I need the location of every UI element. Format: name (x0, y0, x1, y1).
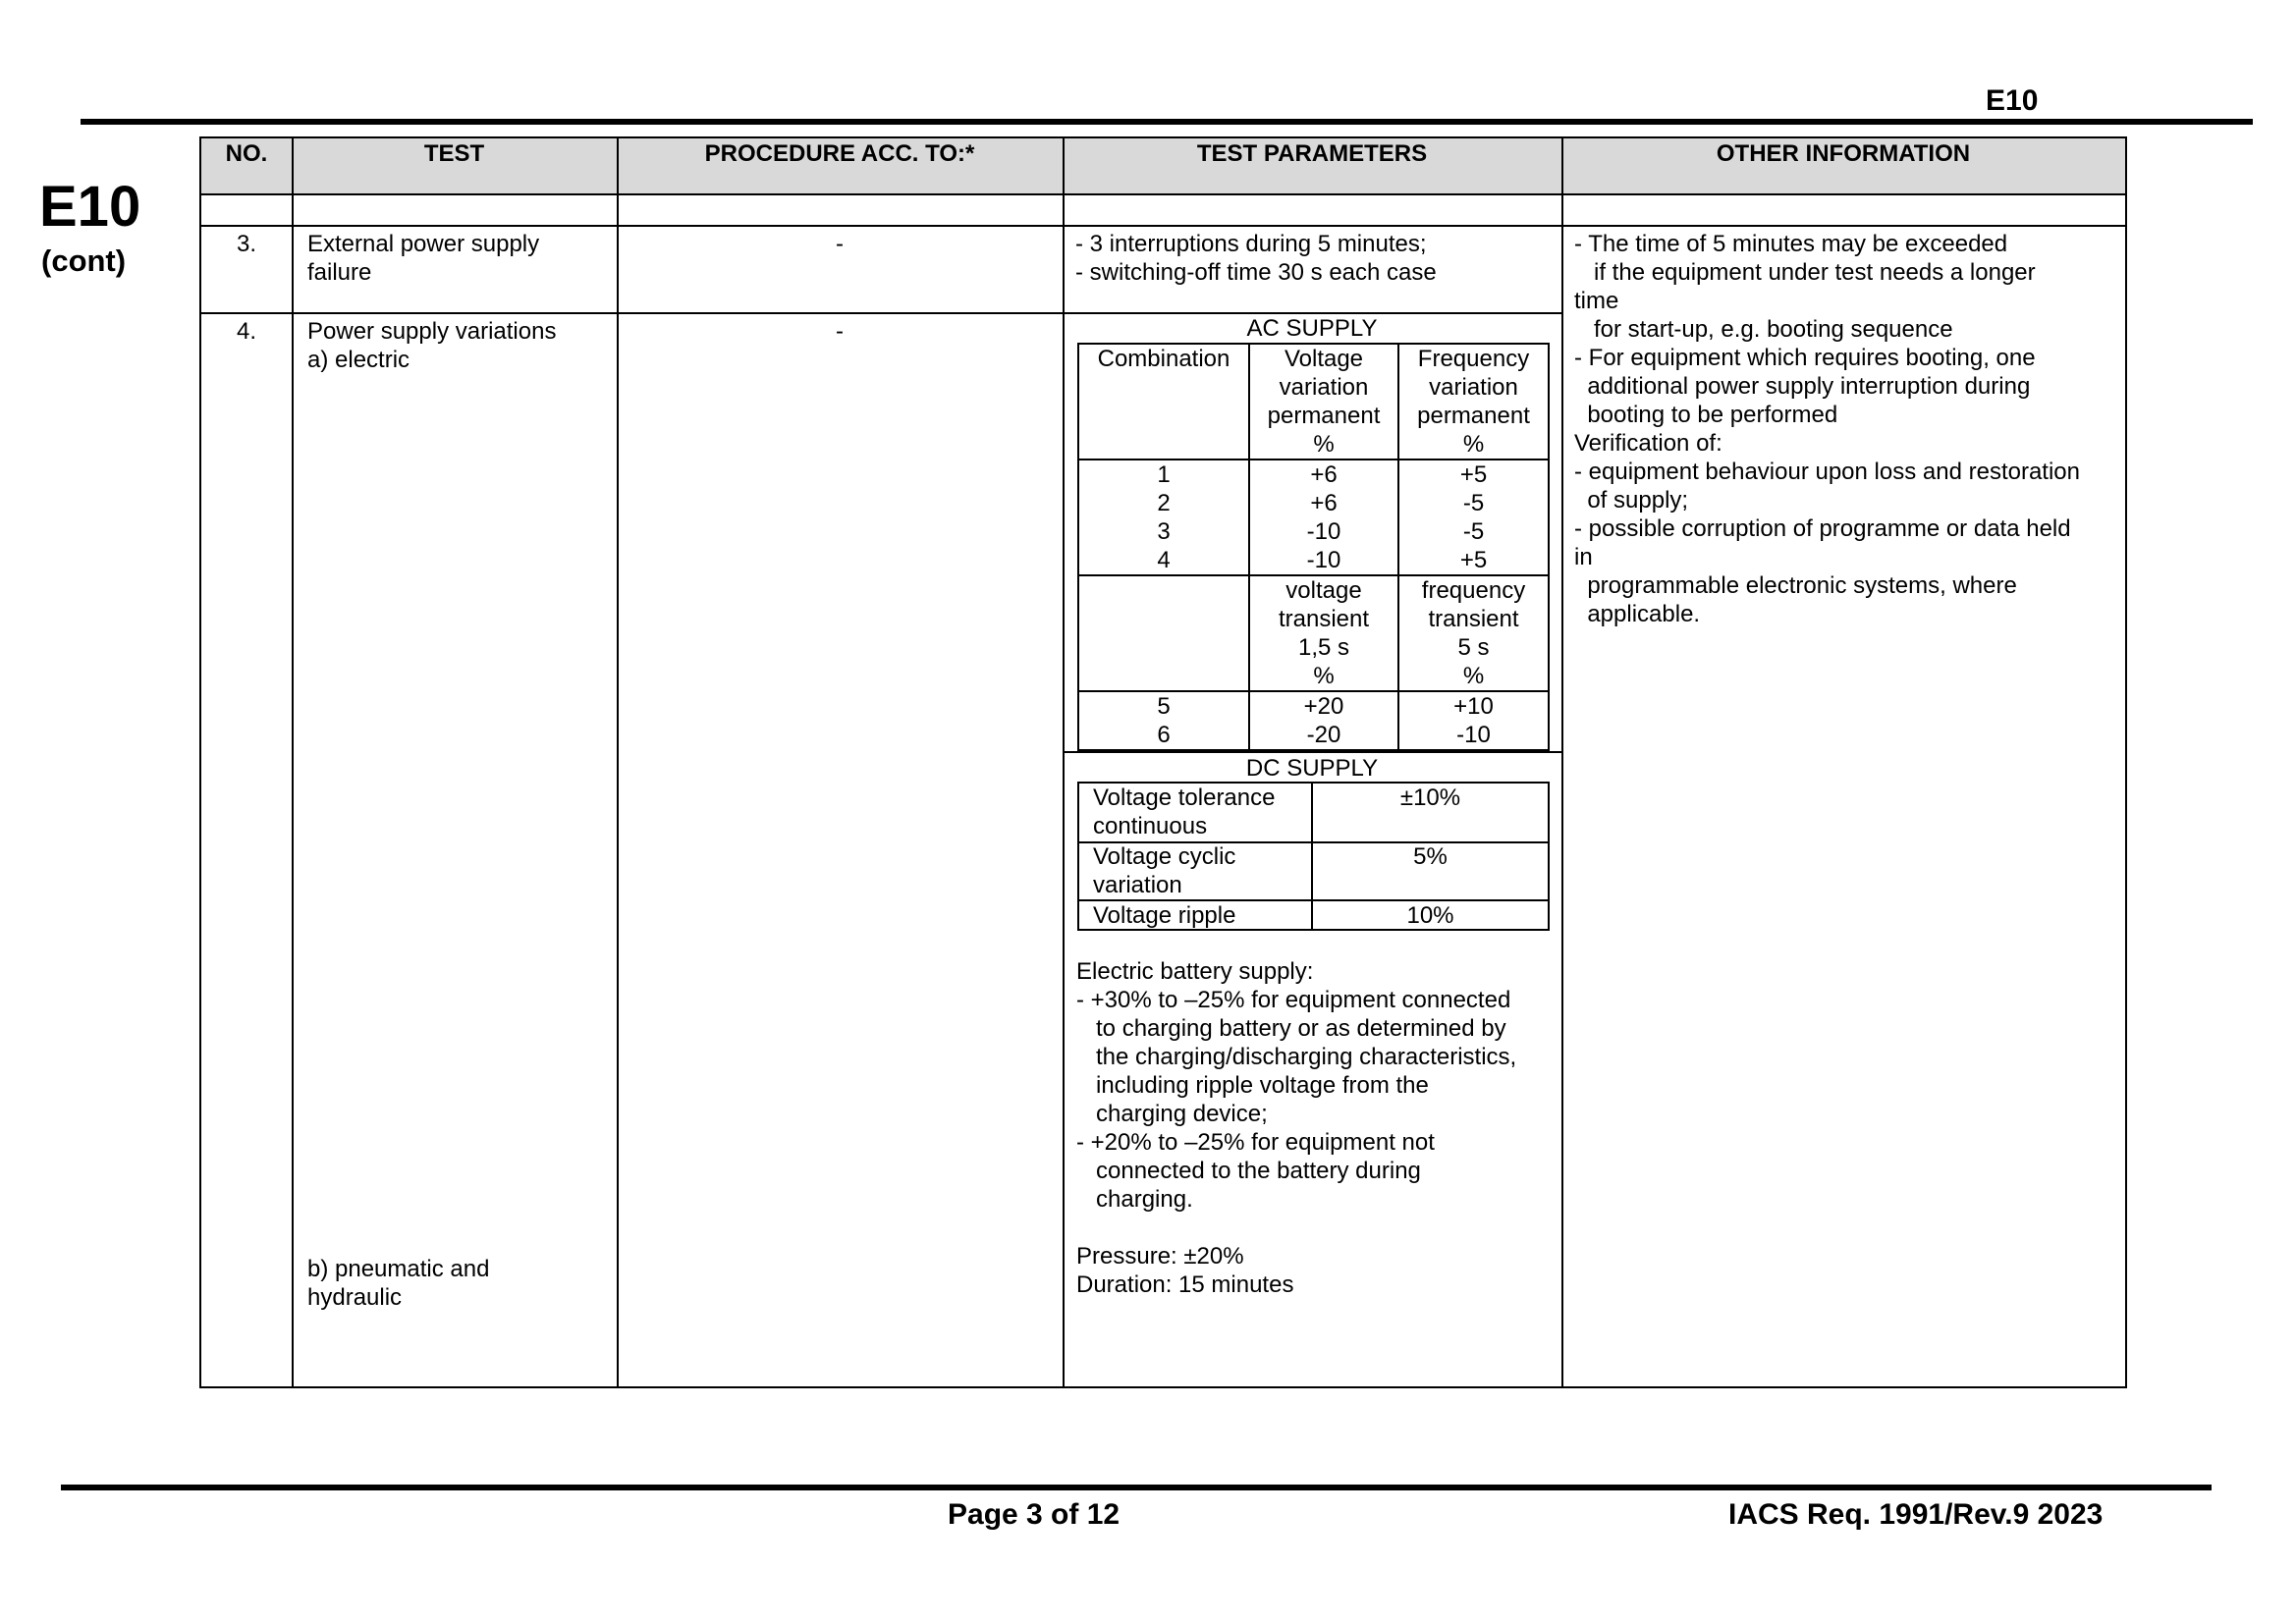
dc-ripple-value: 10% (1406, 902, 1454, 929)
header-no: NO. (201, 138, 292, 195)
ac-combinations-5-6: 5 6 (1157, 693, 1171, 748)
ac-dc-divider (1063, 751, 1562, 753)
ac-col-voltage-permanent: Voltage variation permanent % (1267, 346, 1381, 458)
side-doc-code: E10 (39, 175, 141, 239)
dc-supply-table (1077, 782, 1550, 931)
ac-frequency-5-6: +10 -10 (1453, 693, 1494, 748)
header-rule (81, 119, 2253, 125)
ac-frequency-1-4: +5 -5 -5 +5 (1459, 461, 1488, 573)
test-table (199, 136, 2127, 1388)
row4-test-electric: Power supply variations a) electric (307, 318, 557, 373)
ac-col-voltage-transient: voltage transient 1,5 s % (1278, 577, 1370, 689)
ac-supply-table (1077, 343, 1550, 751)
dc-supply-title: DC SUPPLY (1245, 755, 1379, 782)
header-doc-code: E10 (1986, 84, 2039, 117)
ac-col-combination: Combination (1097, 346, 1230, 372)
ac-combinations-1-4: 1 2 3 4 (1157, 461, 1171, 573)
ac-voltage-1-4: +6 +6 -10 -10 (1306, 461, 1341, 573)
row4-procedure: - (836, 318, 844, 345)
side-cont-label: (cont) (41, 243, 127, 278)
pneumatic-parameters-text: Pressure: ±20% Duration: 15 minutes (1076, 1243, 1294, 1298)
row3-procedure: - (836, 231, 844, 257)
ac-col-frequency-transient: frequency transient 5 s % (1421, 577, 1526, 689)
row4-number: 4. (236, 318, 256, 345)
ac-col-frequency-permanent: Frequency variation permanent % (1417, 346, 1530, 458)
row3-number: 3. (236, 231, 256, 257)
header-test-parameters: TEST PARAMETERS (1063, 138, 1561, 195)
col-divider (1561, 138, 1563, 1388)
battery-supply-text: Electric battery supply: - +30% to –25% for equipment connected to charging battery or as determined by the charging/discharging characteristics, including ripple voltage from the charging device; - +20% to –25% for equipment not connected to the battery during charging. (1076, 958, 1517, 1213)
other-information-text: - The time of 5 minutes may be exceeded if the equipment under test needs a longer time for start-up, e.g. booting sequence - For equipment which requires booting, one additional power supply interruption during booting to be performed Verification of: - equipment behaviour upon loss and restoration of supply; - possible corruption of programme or data held in programmable electronic systems, where applicable. (1574, 231, 2080, 627)
dc-cyclic-label: Voltage cyclic variation (1093, 843, 1236, 898)
header-other-information: OTHER INFORMATION (1561, 138, 2125, 195)
footer-page-number: Page 3 of 12 (948, 1498, 1121, 1531)
dc-tolerance-value: ±10% (1399, 784, 1461, 811)
row3-test: External power supply failure (307, 231, 540, 286)
footer-reference: IACS Req. 1991/Rev.9 2023 (1728, 1498, 2104, 1531)
dc-cyclic-value: 5% (1413, 843, 1448, 870)
ac-supply-title: AC SUPPLY (1246, 315, 1378, 342)
row-divider (201, 225, 2127, 227)
ac-voltage-5-6: +20 -20 (1303, 693, 1344, 748)
col-divider (292, 138, 294, 1388)
header-procedure: PROCEDURE ACC. TO:* (617, 138, 1063, 195)
row4-test-pneumatic: b) pneumatic and hydraulic (307, 1256, 490, 1311)
footer-rule (61, 1485, 2212, 1490)
header-test: TEST (292, 138, 617, 195)
dc-tolerance-label: Voltage tolerance continuous (1093, 784, 1276, 839)
dc-ripple-label: Voltage ripple (1093, 902, 1236, 929)
row3-parameters: - 3 interruptions during 5 minutes; - switching-off time 30 s each case (1075, 231, 1437, 286)
